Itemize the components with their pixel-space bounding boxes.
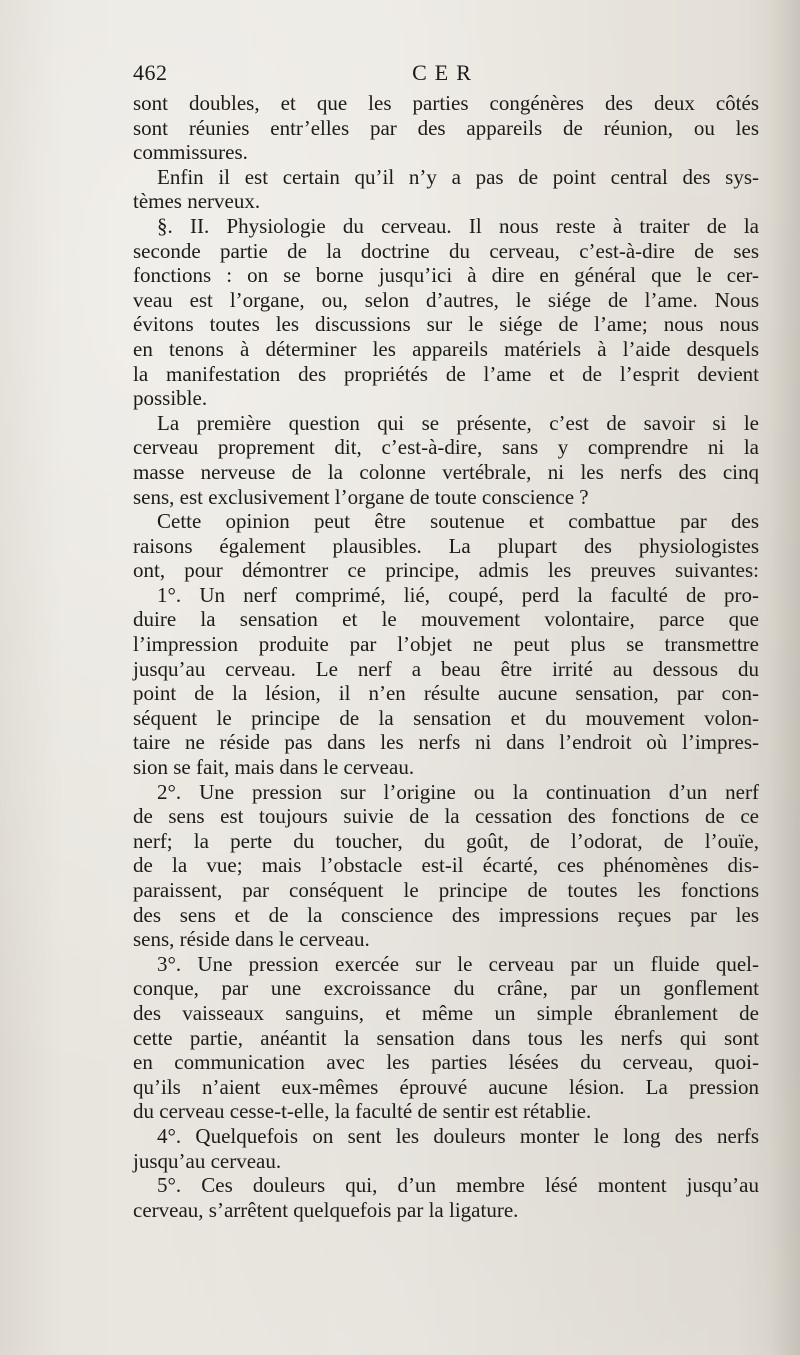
text-line: conque, par une excroissance du crâne, par un gonflement [133,976,759,1001]
text-line: seconde partie de la doctrine du cerveau, c’est-à-dire de ses [133,238,759,263]
body-text [133,91,759,1222]
page-header [133,56,758,90]
text-line: cette partie, anéantit la sensation dans tous les nerfs qui sont [133,1025,759,1050]
running-head: CER [412,60,479,85]
text-line: tèmes nerveux. [133,189,261,214]
text-line: point de la lésion, il n’en résulte aucune sensation, par con- [133,681,759,706]
text-line: des sens et de la conscience des impressions reçues par les [133,902,759,927]
text-line: cerveau, s’arrêtent quelquefois par la ligature. [133,1197,519,1222]
text-line: 3°. Une pression exercée sur le cerveau par un fluide quel- [157,951,759,976]
text-line: ont, pour démontrer ce principe, admis les preuves suivantes: [133,558,759,583]
text-line: §. II. Physiologie du cerveau. Il nous reste à traiter de la [157,213,759,238]
text-line: qu’ils n’aient eux-mêmes éprouvé aucune lésion. La pression [133,1074,759,1099]
text-line: fonctions : on se borne jusqu’ici à dire en général que le cer- [133,263,759,288]
text-line: séquent le principe de la sensation et du mouvement volon- [133,705,759,730]
text-line: évitons toutes les discussions sur le siége de l’ame; nous nous [133,312,759,337]
text-line: du cerveau cesse-t-elle, la faculté de sentir est rétablie. [133,1099,592,1124]
text-line: raisons également plausibles. La plupart des physiologistes [133,533,759,558]
text-line: la manifestation des propriétés de l’ame et de l’esprit devient [133,361,759,386]
text-line: en tenons à déterminer les appareils matériels à l’aide desquels [133,336,759,361]
text-line: sont doubles, et que les parties congénères des deux côtés [133,91,759,115]
text-line: cerveau proprement dit, c’est-à-dire, sans y comprendre ni la [133,435,759,460]
text-line: possible. [133,386,208,411]
text-line: sens, est exclusivement l’organe de toute conscience ? [133,484,589,509]
text-line: de la vue; mais l’obstacle est-il écarté, ces phénomènes dis- [133,853,759,878]
text-line: 2°. Une pression sur l’origine ou la continuation d’un nerf [157,779,759,804]
text-line: 1°. Un nerf comprimé, lié, coupé, perd la faculté de pro- [157,582,759,607]
text-line: masse nerveuse de la colonne vertébrale, ni les nerfs des cinq [133,459,759,484]
text-line: de sens est toujours suivie de la cessation des fonctions de ce [133,804,759,829]
text-line: Enfin il est certain qu’il n’y a pas de point central des sys- [157,164,759,189]
text-line: Cette opinion peut être soutenue et combattue par des [157,509,759,534]
text-line: sont réunies entr’elles par des appareils de réunion, ou les [133,115,759,140]
text-line: veau est l’organe, ou, selon d’autres, le siége de l’ame. Nous [133,287,759,312]
text-line: sion se fait, mais dans le cerveau. [133,755,415,780]
text-line: sens, réside dans le cerveau. [133,927,370,952]
text-line: La première question qui se présente, c’est de savoir si le [157,410,759,435]
text-line: paraissent, par conséquent le principe de toutes les fonctions [133,878,759,902]
text-line: 5°. Ces douleurs qui, d’un membre lésé montent jusqu’au [157,1173,759,1198]
text-line: en communication avec les parties lésées du cerveau, quoi- [133,1050,759,1075]
text-line: nerf; la perte du toucher, du goût, de l’odorat, de l’ouïe, [133,828,759,853]
text-line: commissures. [133,140,248,165]
text-line: duire la sensation et le mouvement volontaire, parce que [133,607,759,632]
page-number: 462 [133,60,168,85]
text-line: taire ne réside pas dans les nerfs ni dans l’endroit où l’impres- [133,730,759,755]
text-line: des vaisseaux sanguins, et même un simple ébranlement de [133,1000,759,1025]
text-line: jusqu’au cerveau. Le nerf a beau être irrité au dessous du [133,656,759,681]
text-line: l’impression produite par l’objet ne peut plus se transmettre [133,632,759,657]
text-line: jusqu’au cerveau. [133,1148,282,1173]
text-line: 4°. Quelquefois on sent les douleurs monter le long des nerfs [157,1123,759,1148]
